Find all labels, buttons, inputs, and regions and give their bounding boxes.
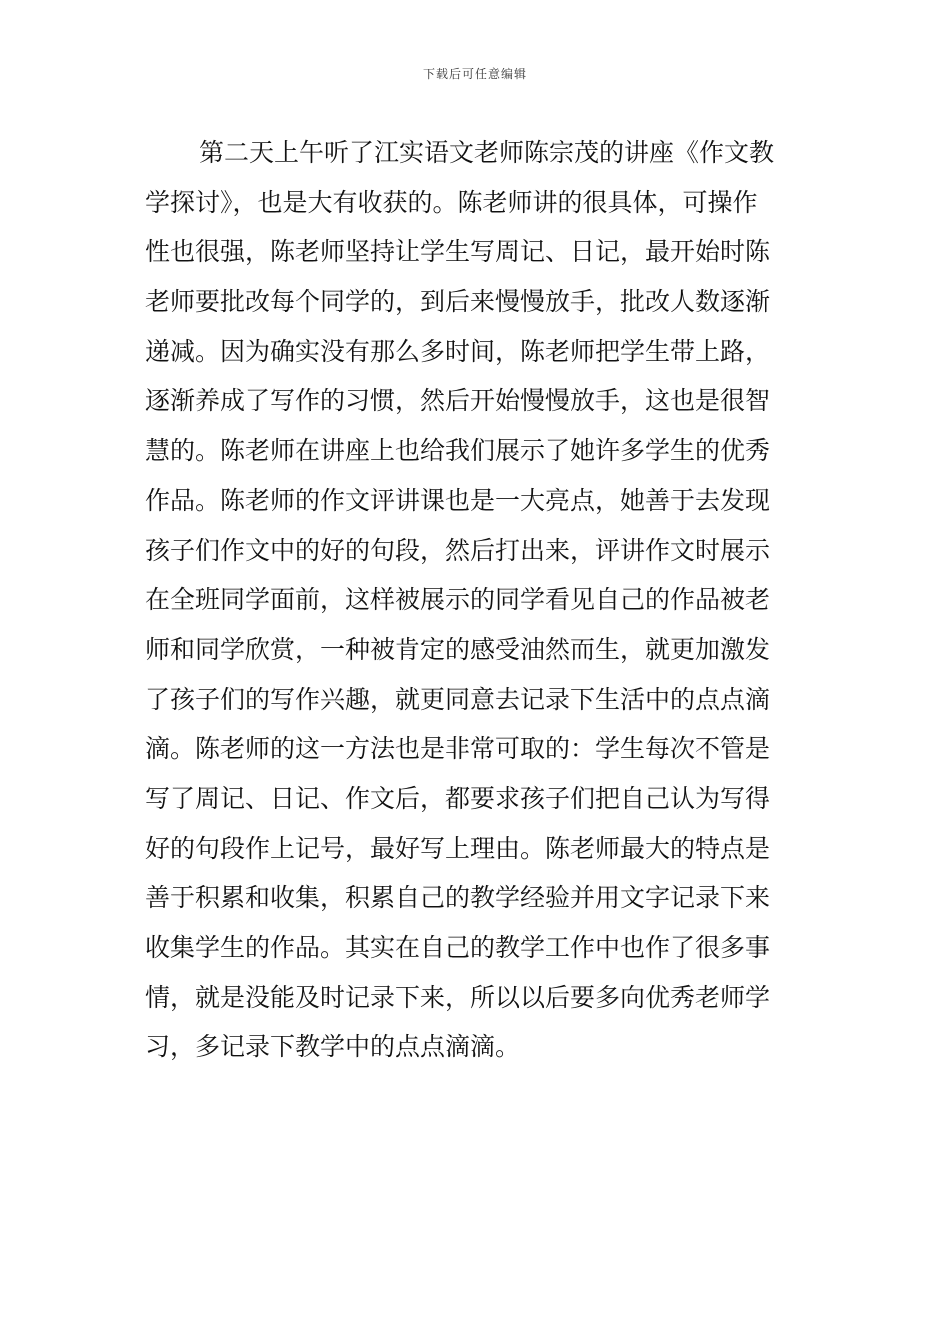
text-line: 写了周记、日记、作文后，都要求孩子们把自己认为写得 [145, 783, 771, 813]
text-line: 第二天上午听了江实语文老师陈宗茂的讲座《作文教 [199, 138, 775, 167]
text-line: 作品。陈老师的作文评讲课也是一大亮点，她善于去发现 [145, 485, 771, 515]
text-line: 孩子们作文中的好的句段，然后打出来，评讲作文时展示 [145, 535, 771, 565]
text-line: 善于积累和收集，积累自己的教学经验并用文字记录下来 [145, 883, 771, 913]
body-paragraph [145, 128, 809, 1072]
text-line: 递减。因为确实没有那么多时间，陈老师把学生带上路， [145, 336, 771, 366]
text-line: 老师要批改每个同学的，到后来慢慢放手，批改人数逐渐 [145, 287, 771, 317]
text-line: 习，多记录下教学中的点点滴滴。 [145, 1032, 521, 1062]
page-header: 下载后可任意编辑 [422, 67, 527, 81]
text-line: 逐渐养成了写作的习惯，然后开始慢慢放手，这也是很智 [145, 386, 771, 416]
text-line: 慧的。陈老师在讲座上也给我们展示了她许多学生的优秀 [145, 436, 771, 466]
text-line: 好的句段作上记号，最好写上理由。陈老师最大的特点是 [145, 833, 771, 863]
text-line: 学探讨》，也是大有收获的。陈老师讲的很具体，可操作 [145, 187, 758, 217]
text-line: 师和同学欣赏，一种被肯定的感受油然而生，就更加激发 [145, 634, 771, 664]
text-line: 滴。陈老师的这一方法也是非常可取的：学生每次不管是 [145, 734, 771, 764]
text-line: 收集学生的作品。其实在自己的教学工作中也作了很多事 [145, 933, 771, 962]
text-line: 在全班同学面前，这样被展示的同学看见自己的作品被老 [145, 585, 771, 615]
text-line: 性也很强，陈老师坚持让学生写周记、日记，最开始时陈 [145, 237, 771, 267]
text-line: 情，就是没能及时记录下来，所以以后要多向优秀老师学 [145, 982, 771, 1012]
text-line: 了孩子们的写作兴趣，就更同意去记录下生活中的点点滴 [145, 684, 771, 714]
